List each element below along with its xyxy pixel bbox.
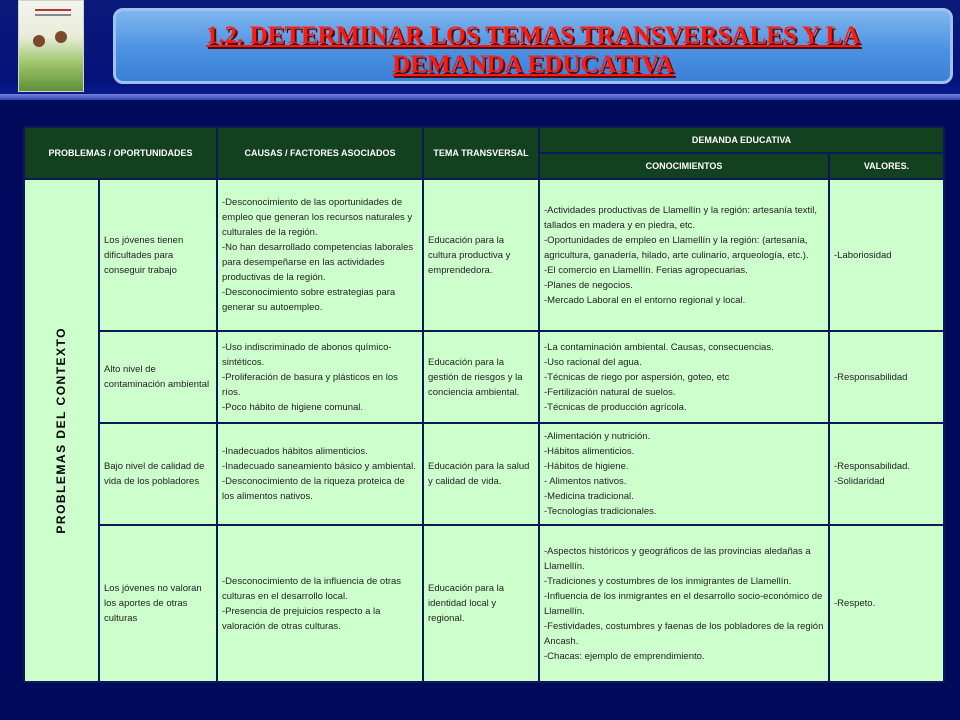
value-item: -Respeto. [834, 598, 876, 609]
knowledge-item: -Mercado Laboral en el entorno regional y local. [544, 294, 746, 306]
header-divider [0, 94, 960, 100]
cause-item: -Desconocimiento de la influencia de otras culturas en el desarrollo local. [222, 575, 402, 602]
knowledge-item: -Oportunidades de empleo en Llamellín y la región: (artesanía, agricultura, ganadería, hilado, arte culinario, arqueología, etc.). [544, 234, 809, 261]
header-problemas: PROBLEMAS / OPORTUNIDADES [24, 127, 217, 179]
cause-item: -Desconocimiento de la riqueza proteica de los alimentos nativos. [222, 476, 405, 502]
theme-cell: Educación para la cultura productiva y emprendedora. [423, 179, 539, 331]
side-label-cell [24, 179, 99, 682]
value-item: -Responsabilidad. [834, 461, 911, 472]
cause-item: -Desconocimiento de las oportunidades de empleo que generan los recursos naturales y culturales de la región. [222, 197, 413, 238]
knowledge-item: -Técnicas de producción agrícola. [544, 401, 687, 413]
cause-item: -Proliferación de basura y plásticos en los ríos. [222, 371, 398, 398]
knowledge-item: -Planes de negocios. [544, 279, 633, 291]
causes-cell [217, 179, 423, 331]
table-row [24, 331, 944, 423]
demand-table [23, 126, 945, 683]
header-causas: CAUSAS / FACTORES ASOCIADOS [217, 127, 423, 179]
knowledge-item: -Chacas: ejemplo de emprendimiento. [544, 650, 705, 662]
knowledge-item: -Fertilización natural de suelos. [544, 386, 676, 398]
problem-cell: Alto nivel de contaminación ambiental [99, 331, 217, 423]
table-row [24, 525, 944, 682]
knowledge-item: -Actividades productivas de Llamellín y la región: artesanía textil, tallados en madera y en piedra, etc. [544, 204, 818, 231]
table-body [24, 179, 944, 682]
problem-cell: Bajo nivel de calidad de vida de los pobladores [99, 423, 217, 525]
value-item: -Responsabilidad [834, 371, 908, 383]
slide-title-line-1: 1.2. DETERMINAR LOS TEMAS TRANSVERSALES Y LA [205, 22, 861, 49]
knowledge-cell [539, 423, 829, 525]
logo-child-figure [33, 35, 45, 47]
values-cell [829, 525, 944, 682]
causes-cell [217, 423, 423, 525]
knowledge-item: -El comercio en Llamellín. Ferias agropecuarias. [544, 264, 748, 276]
values-cell [829, 179, 944, 331]
causes-cell [217, 331, 423, 423]
values-cell [829, 423, 944, 525]
knowledge-item: -Tecnologías tradicionales. [544, 506, 657, 517]
knowledge-item: -Tradiciones y costumbres de los inmigrantes de Llamellín. [544, 575, 792, 587]
logo-text-line [35, 9, 71, 11]
cause-item: -Inadecuado saneamiento básico y ambiental. [222, 461, 416, 472]
title-box [113, 8, 953, 84]
logo-text-line [35, 14, 71, 16]
problem-cell: Los jóvenes tienen dificultades para conseguir trabajo [99, 179, 217, 331]
value-item: -Laboriosidad [834, 249, 892, 261]
knowledge-item: -Aspectos históricos y geográficos de las provincias aledañas a Llamellín. [544, 545, 811, 572]
knowledge-item: -Medicina tradicional. [544, 491, 634, 502]
slide-title-line-2: DEMANDA EDUCATIVA [392, 51, 674, 78]
theme-cell: Educación para la gestión de riesgos y la conciencia ambiental. [423, 331, 539, 423]
table-row [24, 179, 944, 331]
knowledge-cell [539, 525, 829, 682]
header-conocimientos: CONOCIMIENTOS [539, 153, 829, 179]
knowledge-item: -Alimentación y nutrición. [544, 431, 651, 442]
knowledge-item: -La contaminación ambiental. Causas, consecuencias. [544, 341, 774, 353]
knowledge-item: - Alimentos nativos. [544, 476, 627, 487]
slide-title [116, 21, 950, 79]
header-valores: VALORES. [829, 153, 944, 179]
logo-child-figure [55, 31, 67, 43]
cause-item: -Inadecuados hábitos alimenticios. [222, 446, 368, 457]
knowledge-cell [539, 179, 829, 331]
header-demanda: DEMANDA EDUCATIVA [539, 127, 944, 153]
cause-item: -Uso indiscriminado de abonos químico- sintéticos. [222, 341, 392, 368]
header-tema: TEMA TRANSVERSAL [423, 127, 539, 179]
value-item: -Solidaridad [834, 476, 885, 487]
knowledge-item: -Hábitos alimenticios. [544, 446, 635, 457]
knowledge-item: -Uso racional del agua. [544, 356, 642, 368]
knowledge-item: -Influencia de los inmigrantes en el desarrollo socio-económico de Llamellín. [544, 590, 823, 617]
knowledge-item: -Técnicas de riego por aspersión, goteo, etc [544, 371, 730, 383]
demand-table-container [23, 126, 943, 681]
side-label: PROBLEMAS DEL CONTEXTO [54, 327, 68, 534]
cause-item: -Desconocimiento sobre estrategias para generar su autoempleo. [222, 287, 396, 313]
problem-cell: Los jóvenes no valoran los aportes de otras culturas [99, 525, 217, 682]
knowledge-item: -Festividades, costumbres y faenas de los pobladores de la región Ancash. [544, 620, 824, 647]
knowledge-cell [539, 331, 829, 423]
causes-cell [217, 525, 423, 682]
values-cell [829, 331, 944, 423]
theme-cell: Educación para la salud y calidad de vida. [423, 423, 539, 525]
cause-item: -Presencia de prejuicios respecto a la valoración de otras culturas. [222, 605, 381, 632]
ministry-logo [18, 0, 84, 92]
knowledge-item: -Hábitos de higiene. [544, 461, 629, 472]
cause-item: -No han desarrollado competencias laborales para desempeñarse en las actividades productivas de la región. [222, 242, 414, 283]
table-row [24, 423, 944, 525]
cause-item: -Poco hábito de higiene comunal. [222, 401, 364, 413]
theme-cell: Educación para la identidad local y regional. [423, 525, 539, 682]
